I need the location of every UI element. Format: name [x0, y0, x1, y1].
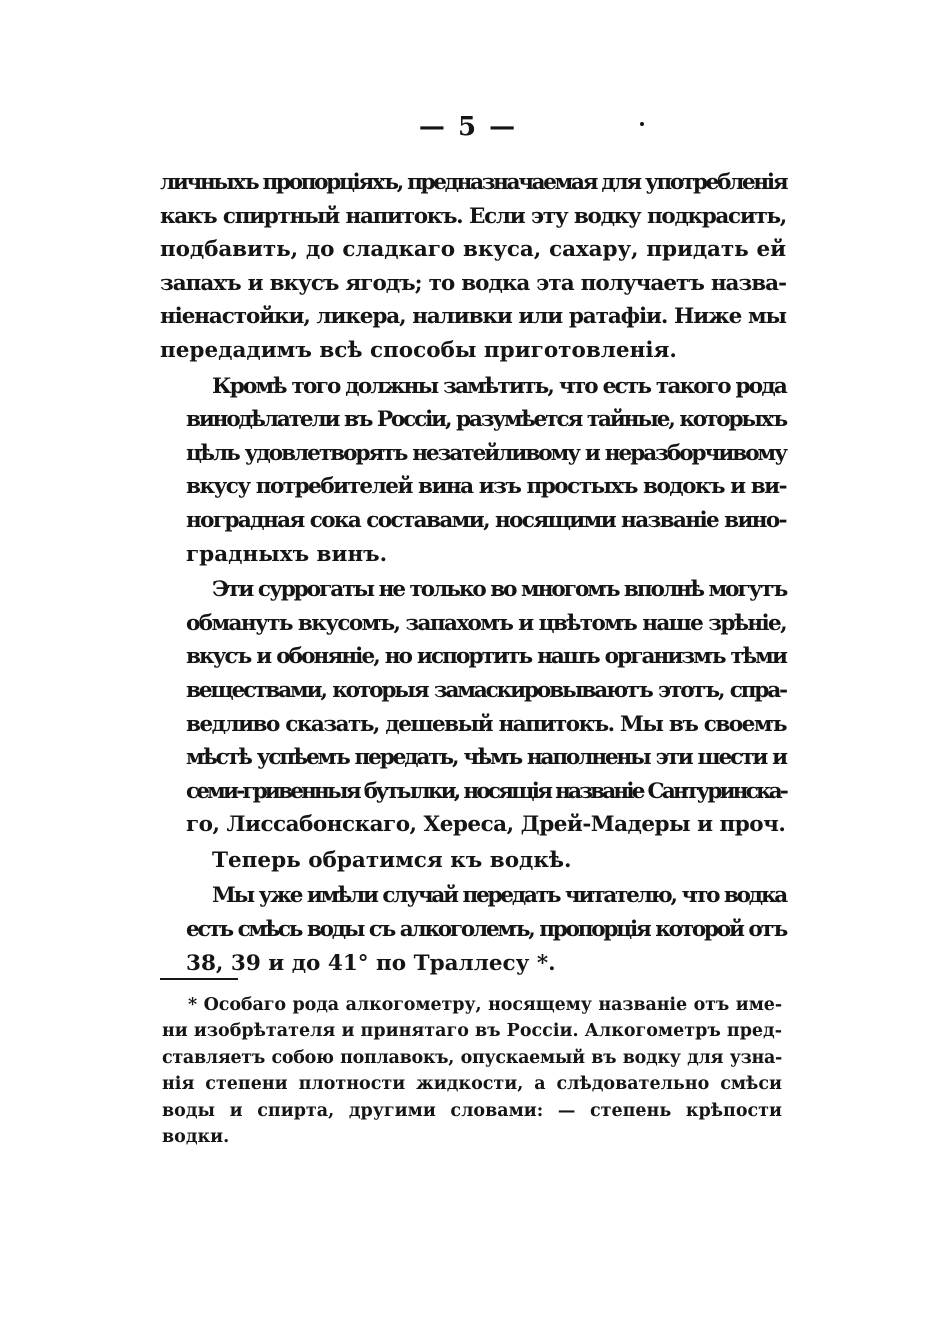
text-line: винодѣлатели въ Россіи, разумѣется тайные, которыхъ: [186, 407, 786, 433]
footnote-separator: [160, 978, 238, 980]
text-line: Мы уже имѣли случай передать читателю, что водка: [212, 883, 786, 909]
text-line: есть смѣсь воды съ алкоголемъ, пропорція которой отъ: [186, 917, 786, 943]
footnote-line: водки.: [162, 1127, 230, 1148]
text-line: подбавить, до сладкаго вкуса, сахару, придать ей: [160, 237, 786, 263]
paragraph-2: [160, 370, 786, 572]
text-line: ноградная сока составами, носящими названіе вино-: [186, 507, 786, 533]
text-line: запахъ и вкусъ ягодъ; то водка эта получаетъ назва-: [160, 270, 786, 296]
text-line: передадимъ всѣ способы приготовленія.: [160, 337, 677, 363]
text-line: Кромѣ того должны замѣтить, что есть такого рода: [212, 373, 786, 399]
print-speck: [640, 122, 644, 126]
text-line: обмануть вкусомъ, запахомъ и цвѣтомъ наше зрѣніе,: [186, 610, 786, 636]
text-line: Эти суррогаты не только во многомъ вполнѣ могутъ: [212, 577, 787, 603]
text-line: 38, 39 и до 41° по Траллесу *.: [186, 950, 556, 976]
text-line: Теперь обратимся къ водкѣ.: [212, 847, 572, 873]
body-text: [160, 166, 786, 982]
footnote-line: воды и спирта, другими словами: — степень крѣпости: [162, 1100, 782, 1121]
text-line: личныхъ пропорціяхъ, предназначаемая для употребленія: [160, 170, 787, 195]
text-line: вкусъ и обоняніе, но испортить нашъ организмъ тѣми: [186, 644, 786, 670]
paragraph-3: [160, 573, 786, 842]
footnote-line: ставляетъ собою поплавокъ, опускаемый въ водку для узна-: [162, 1047, 782, 1068]
paragraph-5: [160, 879, 786, 980]
footnote-line: * Особаго рода алкогометру, носящему названіе отъ име-: [188, 995, 782, 1015]
text-line: градныхъ винъ.: [186, 541, 388, 567]
paragraph-4: [160, 844, 786, 878]
text-line: го, Лиссабонскаго, Хереса, Дрей-Мадеры и проч.: [186, 812, 786, 838]
text-line: ведливо сказать, дешевый напитокъ. Мы въ своемъ: [186, 711, 786, 737]
text-line: цѣль удовлетворять незатейливому и неразборчивому: [186, 440, 786, 466]
text-line: ніенастойки, ликера, наливки или ратафіи. Ниже мы: [160, 304, 786, 330]
text-line: мѣстѣ успѣемъ передать, чѣмъ наполнены эти шести и: [186, 745, 786, 771]
footnote-line: нія степени плотности жидкости, а слѣдовательно смѣси: [162, 1074, 782, 1095]
text-line: какъ спиртный напитокъ. Если эту водку подкрасить,: [160, 203, 786, 229]
paragraph-1: [160, 166, 786, 368]
footnote: [162, 992, 782, 1150]
footnote-line: ни изобрѣтателя и принятаго въ Россіи. Алкогометръ пред-: [162, 1021, 782, 1042]
page-number: — 5 —: [418, 112, 518, 142]
text-line: семи-гривенныя бутылки, носящія названіе Сантуринска-: [186, 778, 786, 804]
text-line: вкусу потребителей вина изъ простыхъ водокъ и ви-: [186, 474, 786, 500]
text-line: веществами, которыя замаскировываютъ этотъ, спра-: [186, 677, 786, 703]
